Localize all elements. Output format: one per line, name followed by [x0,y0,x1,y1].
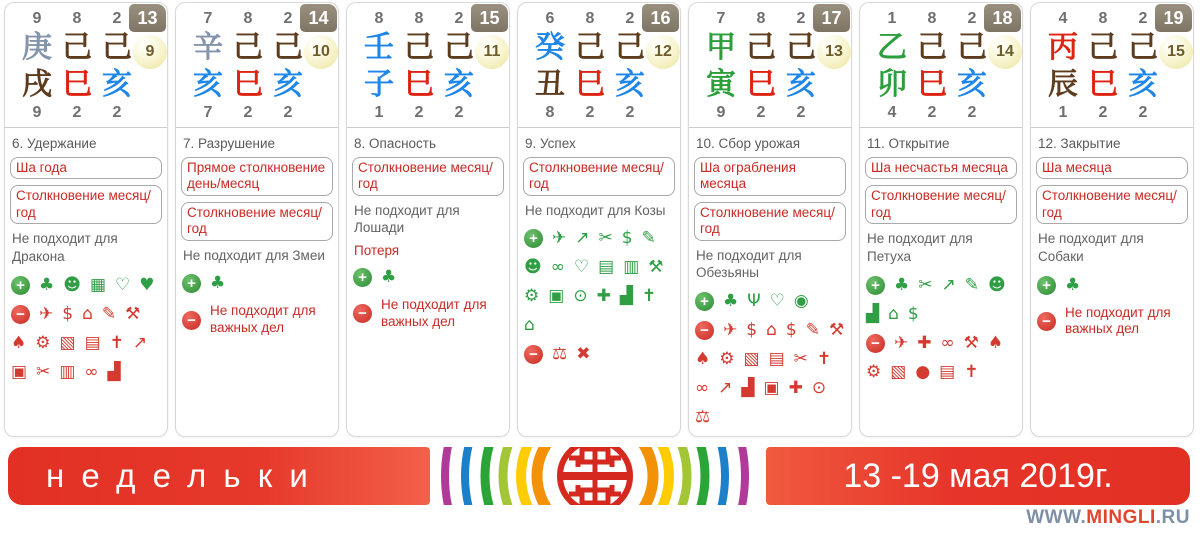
pillar-number-row [1043,103,1163,123]
airplane-icon: ✈ [894,332,909,353]
chinese-character: 亥 [957,68,987,101]
pillar-number: 8 [585,10,595,27]
chinese-character: 卯 [877,68,907,101]
unfavorable-activities-row [1037,305,1187,339]
zodiac-note: Не подходит для Обезьяны [696,247,802,281]
chinese-character: 己 [1088,31,1118,64]
day-card[interactable] [175,2,339,437]
travel-icon: ♣ [210,273,226,294]
chinese-character: 亥 [273,68,303,101]
heart-check-icon: ♥ [139,274,155,295]
site-link[interactable] [0,507,1190,529]
pillar-number: 2 [414,104,424,121]
day-phase-label: 6. Удержание [12,136,97,151]
rings-icon: ∞ [84,361,99,382]
pillar-number: 2 [454,104,464,121]
heavenly-stems-row [188,29,308,66]
pillar-number: 2 [283,10,293,27]
heart-icon: ♡ [115,274,131,295]
tools-icon: ⚒ [828,319,845,340]
chinese-character: 己 [233,31,263,64]
unfavorable-note: Не подходит для важных дел [210,303,316,336]
lamp-icon: ◉ [793,290,809,311]
pillar-number-row [17,103,137,123]
plus-circle-icon: + [353,268,372,287]
pillar-number: 8 [545,104,555,121]
house-icon: ⌂ [82,303,93,324]
warning-box: Столкновение месяц/год [181,202,333,241]
pillar-number-row [701,103,821,123]
pillar-number: 2 [283,104,293,121]
banner-right-bar [766,447,1190,505]
pillar-number: 2 [112,104,122,121]
chinese-character: 亥 [786,68,816,101]
zodiac-note: Не подходит для Собаки [1038,231,1144,264]
card-divider [176,127,338,128]
day-officer-number: 12 [646,35,680,69]
favorable-activities-row [1037,276,1187,295]
chinese-character: 己 [746,31,776,64]
travel-icon: ♣ [381,267,397,288]
chinese-character: 巳 [575,68,605,101]
warning-box: Столкновение месяц/год [523,157,675,196]
plus-circle-icon: + [1037,276,1056,295]
minus-circle-icon: − [353,304,372,323]
pillar-number-row [188,9,308,29]
signing-icon: ✎ [805,319,820,340]
day-card[interactable] [517,2,681,437]
favorable-activities-row [524,229,674,335]
floor-plan-icon: ▧ [743,348,760,369]
day-number-badge: 19 [1155,4,1192,32]
card-divider [5,127,167,128]
grave-cross-icon: ✝ [641,286,657,307]
airplane-icon: ✈ [552,228,567,249]
chinese-character: 辛 [193,31,223,64]
banner-title: недельки [46,457,325,494]
vehicle-icon: ▣ [763,377,780,398]
documents-icon: ▤ [598,257,615,278]
pillar-number-row [872,103,992,123]
pillar-number: 7 [203,104,213,121]
pillar-number: 2 [1138,10,1148,27]
chinese-character: 己 [444,31,474,64]
day-phase-label: 10. Сбор урожая [696,136,801,151]
pillar-number: 4 [1058,10,1068,27]
vehicle-icon: ▣ [548,286,565,307]
pillar-number-row [188,103,308,123]
stairs-icon: ▟ [107,361,121,382]
chinese-character: 亥 [444,68,474,101]
plus-circle-icon: + [11,276,30,295]
chinese-character: 己 [917,31,947,64]
pillar-number-row [1043,9,1163,29]
money-bag-icon: $ [907,303,919,324]
favorable-activities-row [866,276,1016,324]
pillar-number: 2 [112,10,122,27]
earthly-branches-row [17,66,137,103]
week-cards-row [4,2,1194,437]
card-divider [860,127,1022,128]
heart-icon: ♡ [769,290,785,311]
newspaper-icon: ▥ [59,361,76,382]
day-number-badge: 14 [300,4,337,32]
stairs-icon: ▟ [866,303,880,324]
chinese-character: 亥 [615,68,645,101]
chinese-character: 乙 [877,31,907,64]
documents-icon: ▤ [84,332,101,353]
pillar-number: 1 [887,10,897,27]
pillar-number: 7 [716,10,726,27]
unfavorable-activities-row [866,334,1016,382]
house-icon: ⌂ [766,319,777,340]
scales-icon: ⚖ [695,406,711,427]
chinese-character: 己 [62,31,92,64]
rings-icon: ∞ [695,377,710,398]
medical-cross-icon: ✚ [596,286,611,307]
shovel-icon: ♠ [11,332,27,353]
scissors-icon: ✂ [918,274,933,295]
pillar-number: 9 [32,10,42,27]
warning-box: Столкновение месяц/год [352,157,504,196]
day-officer-number: 10 [304,35,338,69]
crane-icon: ⚙ [719,348,735,369]
magnifier-icon: ⊙ [573,286,588,307]
arrow-up-icon: ↗ [941,274,956,295]
pillar-number: 2 [796,10,806,27]
day-officer-number: 14 [988,35,1022,69]
pillar-number: 8 [72,10,82,27]
shovel-icon: ♠ [987,332,1004,353]
chinese-character: 子 [364,68,394,101]
earthly-branches-row [701,66,821,103]
zodiac-note: Не подходит для Дракона [12,231,118,264]
pillar-number: 2 [454,10,464,27]
chinese-character: 己 [575,31,605,64]
unfavorable-note: Не подходит для важных дел [381,297,487,329]
money-bag-icon: $ [746,319,758,340]
pillar-number: 7 [203,10,213,27]
scales-icon: ⚖ [552,344,568,365]
scissors-icon: ✂ [36,361,51,382]
pillar-number: 9 [716,104,726,121]
crane-icon: ⚙ [35,332,51,353]
grave-cross-icon: ✝ [964,361,979,382]
chinese-character: 甲 [706,31,736,64]
pillar-number: 1 [374,104,384,121]
minus-circle-icon: − [1037,312,1056,331]
card-divider [689,127,851,128]
warning-box: Прямое столкновение день/месяц [181,157,333,196]
day-card[interactable] [859,2,1023,437]
heart-icon: ♡ [573,257,590,278]
chinese-character: 巳 [917,68,947,101]
minus-circle-icon: − [866,334,885,353]
documents-icon: ▤ [939,361,956,382]
day-card[interactable] [1030,2,1194,437]
chinese-character: 亥 [102,68,132,101]
tools-icon: ⚒ [963,332,979,353]
grave-cross-icon: ✝ [109,332,124,353]
favorable-activities-row [695,292,845,311]
unfavorable-activities-row [11,305,161,382]
favorable-activities-row [353,268,503,287]
heavenly-stems-row [17,29,137,66]
day-card[interactable] [4,2,168,437]
pillar-number: 8 [374,10,384,27]
day-number-badge: 15 [471,4,508,32]
chinese-character: 己 [786,31,816,64]
arrow-up-icon: ↗ [575,228,590,249]
heavenly-stems-row [1043,29,1163,66]
day-number-badge: 16 [642,4,679,32]
day-phase-label: 9. Успех [525,136,576,151]
earthly-branches-row [188,66,308,103]
pillar-number: 2 [967,104,977,121]
chinese-character: 丑 [535,68,565,101]
pillar-number: 2 [243,104,253,121]
chinese-character: 巳 [62,68,92,101]
shovel-icon: ♠ [695,348,711,369]
trophy-icon: Ψ [747,290,761,311]
scissors-icon: ✂ [598,228,613,249]
card-divider [518,127,680,128]
pillar-number-row [530,9,650,29]
chinese-character: 己 [1128,31,1158,64]
money-bag-icon: $ [62,303,74,324]
chinese-character: 巳 [233,68,263,101]
travel-icon: ♣ [894,274,910,295]
stairs-icon: ▟ [741,377,755,398]
banner-left-bar [8,447,430,505]
warning-box: Столкновение месяц/год [1036,185,1188,224]
minus-circle-icon: − [524,345,543,364]
pillar-number: 8 [243,10,253,27]
chinese-character: 己 [273,31,303,64]
tools-icon: ⚒ [648,257,664,278]
pillar-number: 2 [625,10,635,27]
pillar-number: 8 [414,10,424,27]
pillar-number: 2 [1138,104,1148,121]
pillar-number: 1 [1058,104,1068,121]
scissors-icon: ✂ [793,348,808,369]
pillar-number: 2 [585,104,595,121]
meeting-icon: ☻ [524,257,542,278]
warning-box: Столкновение месяц/год [10,185,162,224]
zodiac-note: Не подходит для Петуха [867,231,973,264]
medical-cross-icon: ✚ [917,332,932,353]
travel-icon: ♣ [723,290,739,311]
heavenly-stems-row [530,29,650,66]
heavenly-stems-row [359,29,479,66]
newspaper-icon: ▥ [623,257,640,278]
demolition-icon: ✖ [576,344,591,365]
travel-icon: ♣ [39,274,55,295]
site-link-prefix: WWW. [1026,507,1087,528]
pillar-number-row [17,9,137,29]
day-officer-number: 15 [1159,35,1193,69]
chinese-character: 壬 [364,31,394,64]
pillar-number: 8 [756,10,766,27]
pillar-number: 4 [887,104,897,121]
medical-cross-icon: ✚ [788,377,803,398]
unfavorable-activities-row [353,297,503,331]
shou-longevity-icon [560,447,630,505]
zodiac-note: Не подходит для Козы [525,202,666,218]
apple-icon: ● [915,361,931,382]
earthly-branches-row [530,66,650,103]
pillar-number-row [359,9,479,29]
unfavorable-activities-row [695,321,845,427]
money-bag-icon: $ [621,228,633,249]
pillar-number-row [872,9,992,29]
plus-circle-icon: + [182,274,201,293]
rings-icon: ∞ [940,332,955,353]
warning-box: Столкновение месяц/год [865,185,1017,224]
day-number-badge: 18 [984,4,1021,32]
chinese-character: 癸 [535,31,565,64]
signing-icon: ✎ [964,274,979,295]
plus-circle-icon: + [524,229,543,248]
tools-icon: ⚒ [125,303,141,324]
heavenly-stems-row [872,29,992,66]
plus-circle-icon: + [866,276,885,295]
warning-box: Ша несчастья месяца [865,157,1017,179]
crane-icon: ⚙ [524,286,540,307]
rings-icon: ∞ [550,257,565,278]
site-link-suffix: .RU [1155,507,1190,528]
day-phase-label: 12. Закрытие [1038,136,1121,151]
chinese-character: 戌 [22,68,52,101]
pillar-number: 2 [1098,104,1108,121]
day-officer-number: 11 [475,35,509,69]
floor-plan-icon: ▧ [59,332,76,353]
day-card[interactable] [688,2,852,437]
meeting-icon: ☻ [988,274,1006,295]
warning-box: Столкновение месяц/год [694,202,846,241]
warning-box: Ша года [10,157,162,179]
pillar-number-row [530,103,650,123]
vehicle-icon: ▣ [11,361,28,382]
unfavorable-activities-row [524,345,674,364]
earthly-branches-row [1043,66,1163,103]
stairs-icon: ▟ [619,286,633,307]
pillar-number: 2 [967,10,977,27]
pillar-number: 2 [756,104,766,121]
meeting-icon: ☻ [63,274,81,295]
rainbow-arcs-logo [420,447,770,505]
pillar-number: 8 [927,10,937,27]
pillar-number: 8 [1098,10,1108,27]
zodiac-note: Не подходит для Змеи [183,247,325,263]
earthly-branches-row [872,66,992,103]
chinese-character: 己 [957,31,987,64]
chinese-character: 巳 [1088,68,1118,101]
day-card[interactable] [346,2,510,437]
plus-circle-icon: + [695,292,714,311]
minus-circle-icon: − [182,311,201,330]
day-phase-label: 8. Опасность [354,136,437,151]
pillar-number-row [359,103,479,123]
house-icon: ⌂ [524,315,535,336]
favorable-activities-row [182,274,332,293]
magnifier-icon: ⊙ [811,377,827,398]
chinese-character: 辰 [1048,68,1078,101]
pillar-number: 9 [32,104,42,121]
day-number-badge: 17 [813,4,850,32]
signing-icon: ✎ [641,228,656,249]
chinese-character: 己 [404,31,434,64]
arrow-up-icon: ↗ [718,377,733,398]
day-phase-label: 11. Открытие [867,136,950,151]
chinese-character: 寅 [706,68,736,101]
chinese-character: 庚 [22,31,52,64]
minus-circle-icon: − [11,305,30,324]
pillar-number: 2 [927,104,937,121]
favorable-activities-row [11,276,161,295]
chinese-character: 己 [615,31,645,64]
day-number-badge: 13 [129,4,166,32]
card-divider [1031,127,1193,128]
crane-icon: ⚙ [866,361,882,382]
warning-box: Ша месяца [1036,157,1188,179]
airplane-icon: ✈ [39,303,54,324]
unfavorable-activities-row [182,303,332,337]
banner-date-range: 13 -19 мая 2019г. [843,456,1113,495]
purse-icon: $ [785,319,797,340]
airplane-icon: ✈ [723,319,738,340]
chinese-character: 巳 [404,68,434,101]
unfavorable-note: Не подходит для важных дел [1065,304,1171,337]
minus-circle-icon: − [695,321,714,340]
day-officer-number: 13 [817,35,851,69]
calendar-icon: ▦ [89,274,107,295]
warning-box: Ша ограбления месяца [694,157,846,196]
heavenly-stems-row [701,29,821,66]
card-divider [347,127,509,128]
pillar-number: 2 [625,104,635,121]
house-icon: ⌂ [888,303,899,324]
earthly-branches-row [359,66,479,103]
pillar-number: 6 [545,10,555,27]
floor-plan-icon: ▧ [890,361,907,382]
pillar-number: 2 [72,104,82,121]
pillar-number-row [701,9,821,29]
pillar-number: 2 [796,104,806,121]
day-phase-label: 7. Разрушение [183,136,276,151]
arrow-up-icon: ↗ [132,332,148,353]
zodiac-note: Не подходит для Лошади [354,202,460,236]
chinese-character: 丙 [1048,31,1078,64]
grave-cross-icon: ✝ [816,348,832,369]
signing-icon: ✎ [101,303,117,324]
chinese-character: 亥 [193,68,223,101]
chinese-character: 巳 [746,68,776,101]
chinese-character: 亥 [1128,68,1158,101]
site-link-brand: MINGLI [1086,507,1156,528]
week-banner [0,447,1200,505]
chinese-character: 己 [102,31,132,64]
documents-icon: ▤ [768,348,785,369]
travel-icon: ♣ [1065,274,1081,295]
day-officer-number: 9 [133,35,167,69]
loss-note: Потеря [354,243,400,259]
